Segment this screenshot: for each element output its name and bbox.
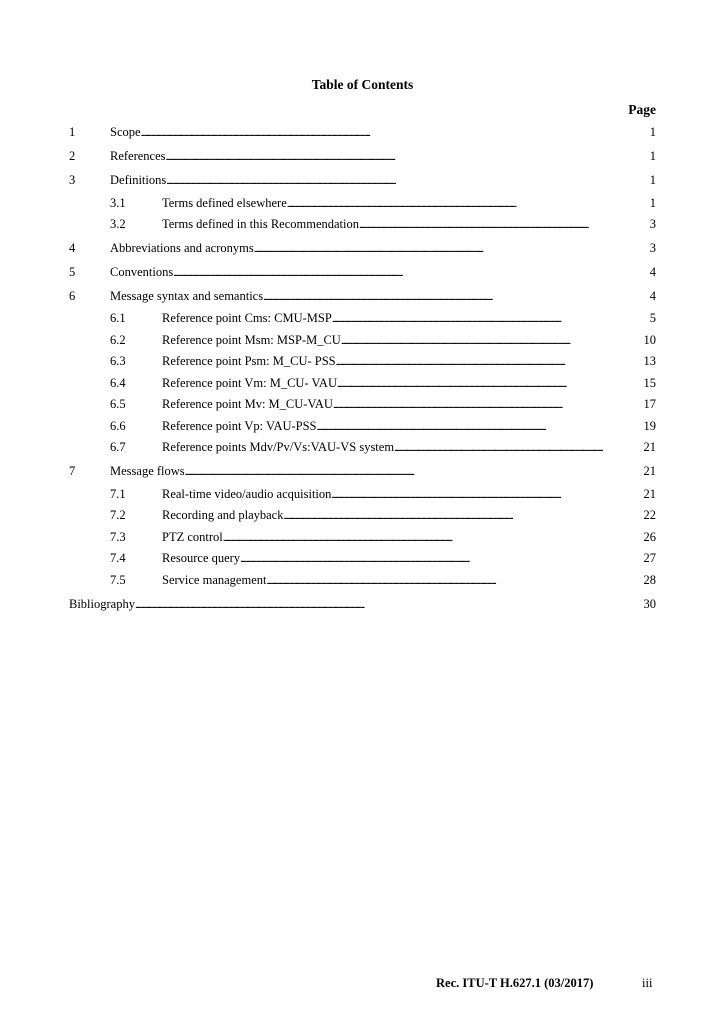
toc-entry-number: 6.2 bbox=[110, 333, 126, 347]
toc-entry-page: 10 bbox=[643, 333, 656, 347]
toc-entry-title: Reference point Psm: M_CU- PSS bbox=[162, 354, 336, 368]
toc-entry-leader bbox=[162, 396, 603, 413]
dot-leader bbox=[173, 264, 603, 281]
toc-entry-number: 6.5 bbox=[110, 397, 126, 411]
toc-entry-page: 21 bbox=[643, 464, 656, 478]
dot-leader bbox=[135, 596, 603, 613]
toc-entry-page: 13 bbox=[643, 354, 656, 368]
toc-entry-number: 1 bbox=[69, 125, 76, 139]
toc-entry-page: 1 bbox=[649, 173, 656, 187]
dot-leader bbox=[223, 529, 603, 546]
footer-page-number: iii bbox=[642, 976, 653, 990]
dot-leader bbox=[331, 486, 603, 503]
toc-entry-title: Reference point Vm: M_CU- VAU bbox=[162, 376, 337, 390]
toc-entry-page: 21 bbox=[643, 440, 656, 454]
toc-entry-leader bbox=[110, 124, 603, 141]
toc-entry[interactable] bbox=[0, 148, 725, 165]
dot-leader bbox=[336, 353, 603, 370]
toc-entry-page: 22 bbox=[643, 508, 656, 522]
toc-entry-leader bbox=[162, 195, 603, 212]
toc-entry-title: Recording and playback bbox=[162, 508, 284, 522]
toc-entry[interactable] bbox=[0, 240, 725, 257]
toc-entry-number: 7.4 bbox=[110, 551, 126, 565]
toc-entry[interactable] bbox=[0, 529, 725, 546]
toc-entry-page: 21 bbox=[643, 487, 656, 501]
toc-entry-page: 1 bbox=[649, 196, 656, 210]
toc-entry-title: Reference points Mdv/Pv/Vs:VAU-VS system bbox=[162, 440, 395, 454]
dot-leader bbox=[283, 507, 603, 524]
dot-leader bbox=[166, 172, 603, 189]
toc-entry-page: 15 bbox=[643, 376, 656, 390]
toc-entry-page: 17 bbox=[643, 397, 656, 411]
toc-entry-page: 19 bbox=[643, 419, 656, 433]
toc-entry-leader bbox=[162, 486, 603, 503]
toc-entry-title: Bibliography bbox=[69, 597, 135, 611]
toc-entry-title: Service management bbox=[162, 573, 267, 587]
toc-entry[interactable] bbox=[0, 216, 725, 233]
toc-entry-title: Terms defined in this Recommendation bbox=[162, 217, 359, 231]
toc-entry-title: Reference point Mv: M_CU-VAU bbox=[162, 397, 333, 411]
dot-leader bbox=[185, 463, 603, 480]
toc-entry[interactable] bbox=[0, 195, 725, 212]
toc-entry-number: 6.1 bbox=[110, 311, 126, 325]
toc-entry-number: 6.7 bbox=[110, 440, 126, 454]
toc-entry[interactable] bbox=[0, 439, 725, 456]
toc-entry-title: Message syntax and semantics bbox=[110, 289, 264, 303]
toc-entry-page: 4 bbox=[649, 289, 656, 303]
toc-entry-number: 3 bbox=[69, 173, 76, 187]
toc-entry-title: Abbreviations and acronyms bbox=[110, 241, 254, 255]
toc-entry-leader bbox=[110, 172, 603, 189]
toc-entry[interactable] bbox=[0, 332, 725, 349]
toc-entry[interactable] bbox=[0, 375, 725, 392]
toc-entry-number: 2 bbox=[69, 149, 76, 163]
toc-entry-leader bbox=[110, 463, 603, 480]
toc-entry-number: 4 bbox=[69, 241, 76, 255]
toc-entry-page: 1 bbox=[649, 125, 656, 139]
toc-entry-leader bbox=[162, 216, 603, 233]
dot-leader bbox=[166, 148, 603, 165]
toc-entry[interactable] bbox=[0, 264, 725, 281]
toc-entry-page: 5 bbox=[649, 311, 656, 325]
toc-entry[interactable] bbox=[0, 418, 725, 435]
toc-entry-number: 7.2 bbox=[110, 508, 126, 522]
toc-entry-number: 6.6 bbox=[110, 419, 126, 433]
toc-entry[interactable] bbox=[0, 353, 725, 370]
toc-entry-leader bbox=[162, 353, 603, 370]
toc-entry-number: 7 bbox=[69, 464, 76, 478]
toc-entry-leader bbox=[162, 507, 603, 524]
toc-entry-title: Terms defined elsewhere bbox=[162, 196, 287, 210]
toc-entry-title: Real-time video/audio acquisition bbox=[162, 487, 332, 501]
toc-entry[interactable] bbox=[0, 310, 725, 327]
toc-entry-leader bbox=[162, 332, 603, 349]
toc-entry[interactable] bbox=[0, 507, 725, 524]
toc-entry-leader bbox=[162, 550, 603, 567]
toc-entry-leader bbox=[162, 375, 603, 392]
toc-entry-page: 3 bbox=[649, 217, 656, 231]
toc-entry[interactable] bbox=[0, 396, 725, 413]
toc-entry-number: 7.1 bbox=[110, 487, 126, 501]
toc-entry-page: 28 bbox=[643, 573, 656, 587]
footer-reference: Rec. ITU-T H.627.1 (03/2017) bbox=[436, 976, 594, 990]
toc-entry-title: References bbox=[110, 149, 166, 163]
dot-leader bbox=[317, 418, 603, 435]
toc-entry[interactable] bbox=[0, 550, 725, 567]
dot-leader bbox=[240, 550, 603, 567]
toc-entry[interactable] bbox=[0, 596, 725, 613]
dot-leader bbox=[394, 439, 603, 456]
toc-entry-leader bbox=[162, 310, 603, 327]
toc-entry-leader bbox=[110, 288, 603, 305]
toc-entry-title: PTZ control bbox=[162, 530, 223, 544]
dot-leader bbox=[141, 124, 603, 141]
toc-title: Table of Contents bbox=[311, 77, 414, 92]
toc-entry[interactable] bbox=[0, 288, 725, 305]
toc-entry-page: 30 bbox=[643, 597, 656, 611]
toc-entry-leader bbox=[110, 240, 603, 257]
toc-entry-number: 6.3 bbox=[110, 354, 126, 368]
toc-entry-number: 7.3 bbox=[110, 530, 126, 544]
dot-leader bbox=[263, 288, 603, 305]
toc-entry[interactable] bbox=[0, 463, 725, 480]
dot-leader bbox=[287, 195, 603, 212]
toc-entry-leader bbox=[162, 529, 603, 546]
toc-entry-leader bbox=[162, 439, 603, 456]
toc-entry-title: Reference point Vp: VAU-PSS bbox=[162, 419, 317, 433]
toc-entry-title: Conventions bbox=[110, 265, 174, 279]
toc-entry-title: Scope bbox=[110, 125, 141, 139]
dot-leader bbox=[333, 396, 603, 413]
toc-entry-number: 6 bbox=[69, 289, 76, 303]
dot-leader bbox=[332, 310, 603, 327]
page-column-heading: Page bbox=[628, 102, 656, 117]
toc-entry-number: 7.5 bbox=[110, 573, 126, 587]
toc-entry-leader bbox=[162, 572, 603, 589]
toc-entry[interactable] bbox=[0, 172, 725, 189]
toc-entry-page: 1 bbox=[649, 149, 656, 163]
dot-leader bbox=[254, 240, 603, 257]
toc-entry-number: 3.1 bbox=[110, 196, 126, 210]
toc-entry-title: Reference point Msm: MSP-M_CU bbox=[162, 333, 341, 347]
toc-entry-title: Definitions bbox=[110, 173, 167, 187]
toc-entry-number: 6.4 bbox=[110, 376, 126, 390]
dot-leader bbox=[341, 332, 603, 349]
toc-entry-leader bbox=[69, 596, 603, 613]
toc-entry-page: 4 bbox=[649, 265, 656, 279]
toc-entry-leader bbox=[162, 418, 603, 435]
toc-entry[interactable] bbox=[0, 124, 725, 141]
toc-entry[interactable] bbox=[0, 572, 725, 589]
toc-entry-number: 3.2 bbox=[110, 217, 126, 231]
toc-entry-title: Reference point Cms: CMU-MSP bbox=[162, 311, 332, 325]
toc-entry-page: 26 bbox=[643, 530, 656, 544]
toc-entry-title: Message flows bbox=[110, 464, 185, 478]
toc-entry-page: 27 bbox=[643, 551, 656, 565]
dot-leader bbox=[266, 572, 603, 589]
toc-entry-number: 5 bbox=[69, 265, 76, 279]
toc-entry-leader bbox=[110, 148, 603, 165]
toc-entry-title: Resource query bbox=[162, 551, 241, 565]
toc-entry-leader bbox=[110, 264, 603, 281]
toc-entry[interactable] bbox=[0, 486, 725, 503]
toc-entry-page: 3 bbox=[649, 241, 656, 255]
dot-leader bbox=[359, 216, 603, 233]
dot-leader bbox=[337, 375, 603, 392]
